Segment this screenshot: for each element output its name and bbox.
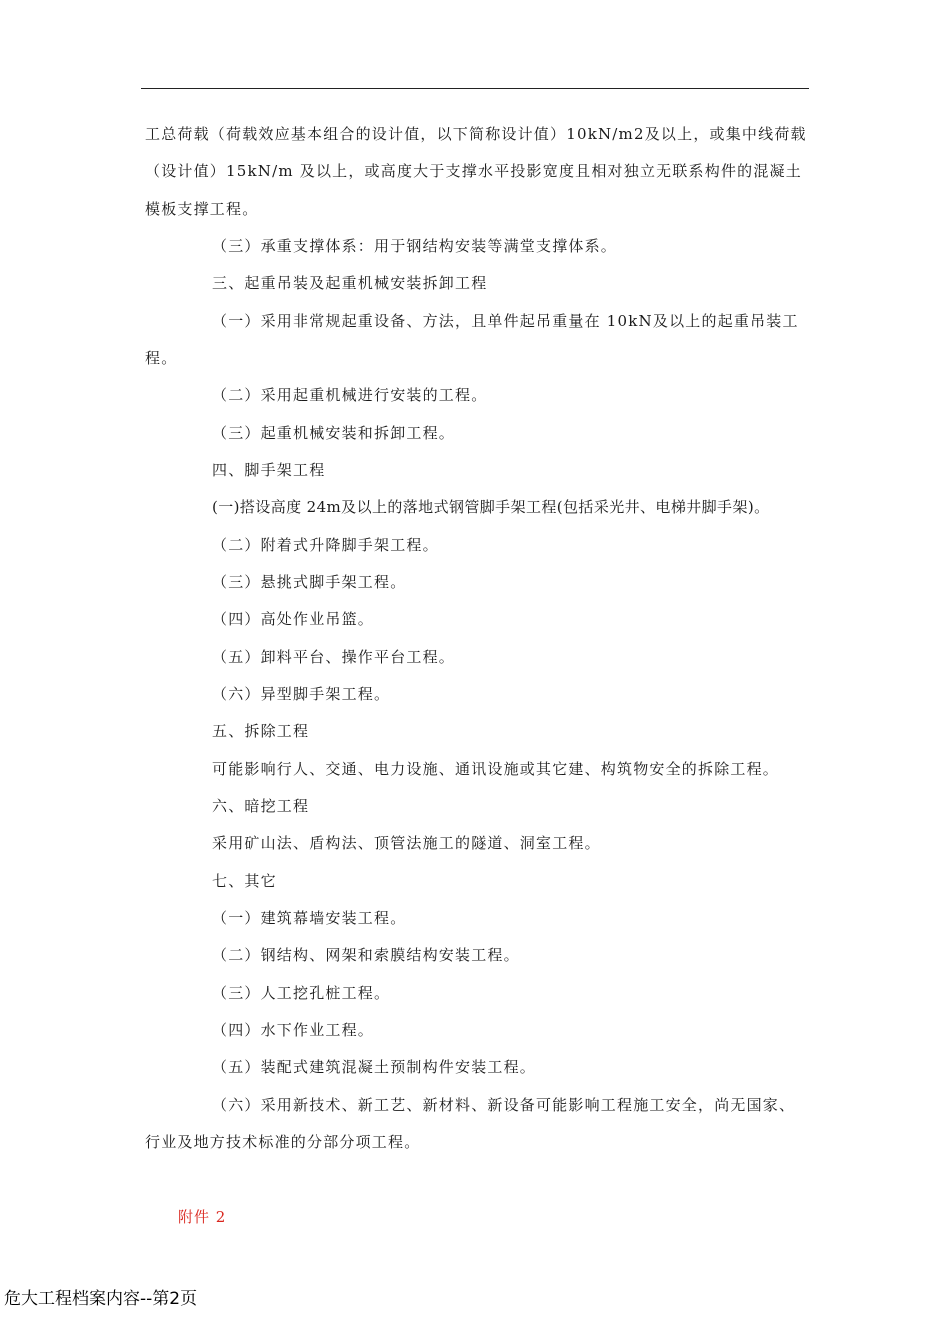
section-heading: 四、脚手架工程	[212, 461, 326, 479]
section-heading: 六、暗挖工程	[212, 797, 310, 815]
paragraph-line: 采用矿山法、盾构法、顶管法施工的隧道、洞室工程。	[212, 834, 601, 852]
paragraph-line: （一）采用非常规起重设备、方法，且单件起吊重量在 10kN及以上的起重吊装工	[212, 312, 799, 330]
paragraph-line: （四）高处作业吊篮。	[212, 610, 375, 628]
paragraph-line: （五）卸料平台、操作平台工程。	[212, 648, 456, 666]
paragraph-line: （三）起重机械安装和拆卸工程。	[212, 424, 456, 442]
section-heading: 三、起重吊装及起重机械安装拆卸工程	[212, 274, 488, 292]
paragraph-line: （六）异型脚手架工程。	[212, 685, 391, 703]
paragraph-line: 模板支撑工程。	[145, 200, 259, 218]
paragraph-line: 行业及地方技术标准的分部分项工程。	[145, 1133, 421, 1151]
section-heading: 七、其它	[212, 872, 277, 890]
paragraph-line: （六）采用新技术、新工艺、新材料、新设备可能影响工程施工安全，尚无国家、	[212, 1096, 796, 1114]
paragraph-line: （三）承重支撑体系：用于钢结构安装等满堂支撑体系。	[212, 237, 618, 255]
paragraph-line: （五）装配式建筑混凝土预制构件安装工程。	[212, 1058, 537, 1076]
paragraph-line: 程。	[145, 349, 178, 367]
section-heading: 五、拆除工程	[212, 722, 310, 740]
paragraph-line: （二）钢结构、网架和索膜结构安装工程。	[212, 946, 520, 964]
paragraph-line: 工总荷载（荷载效应基本组合的设计值，以下简称设计值）10kN/m2及以上，或集中线荷载	[145, 125, 807, 143]
paragraph-line: （二）采用起重机械进行安装的工程。	[212, 386, 488, 404]
paragraph-line: （三）悬挑式脚手架工程。	[212, 573, 407, 591]
attachment-label: 附件 2	[178, 1208, 227, 1226]
page-footer: 危大工程档案内容--第2页	[4, 1289, 198, 1309]
paragraph-line: (一)搭设高度 24m及以上的落地式钢管脚手架工程(包括采光井、电梯井脚手架)。	[212, 498, 770, 516]
paragraph-line: （二）附着式升降脚手架工程。	[212, 536, 439, 554]
header-rule	[141, 88, 809, 89]
paragraph-line: （四）水下作业工程。	[212, 1021, 375, 1039]
paragraph-line: （三）人工挖孔桩工程。	[212, 984, 391, 1002]
paragraph-line: 可能影响行人、交通、电力设施、通讯设施或其它建、构筑物安全的拆除工程。	[212, 760, 780, 778]
paragraph-line: （一）建筑幕墙安装工程。	[212, 909, 407, 927]
paragraph-line: （设计值）15kN/m 及以上，或高度大于支撑水平投影宽度且相对独立无联系构件的混凝土	[145, 162, 802, 180]
